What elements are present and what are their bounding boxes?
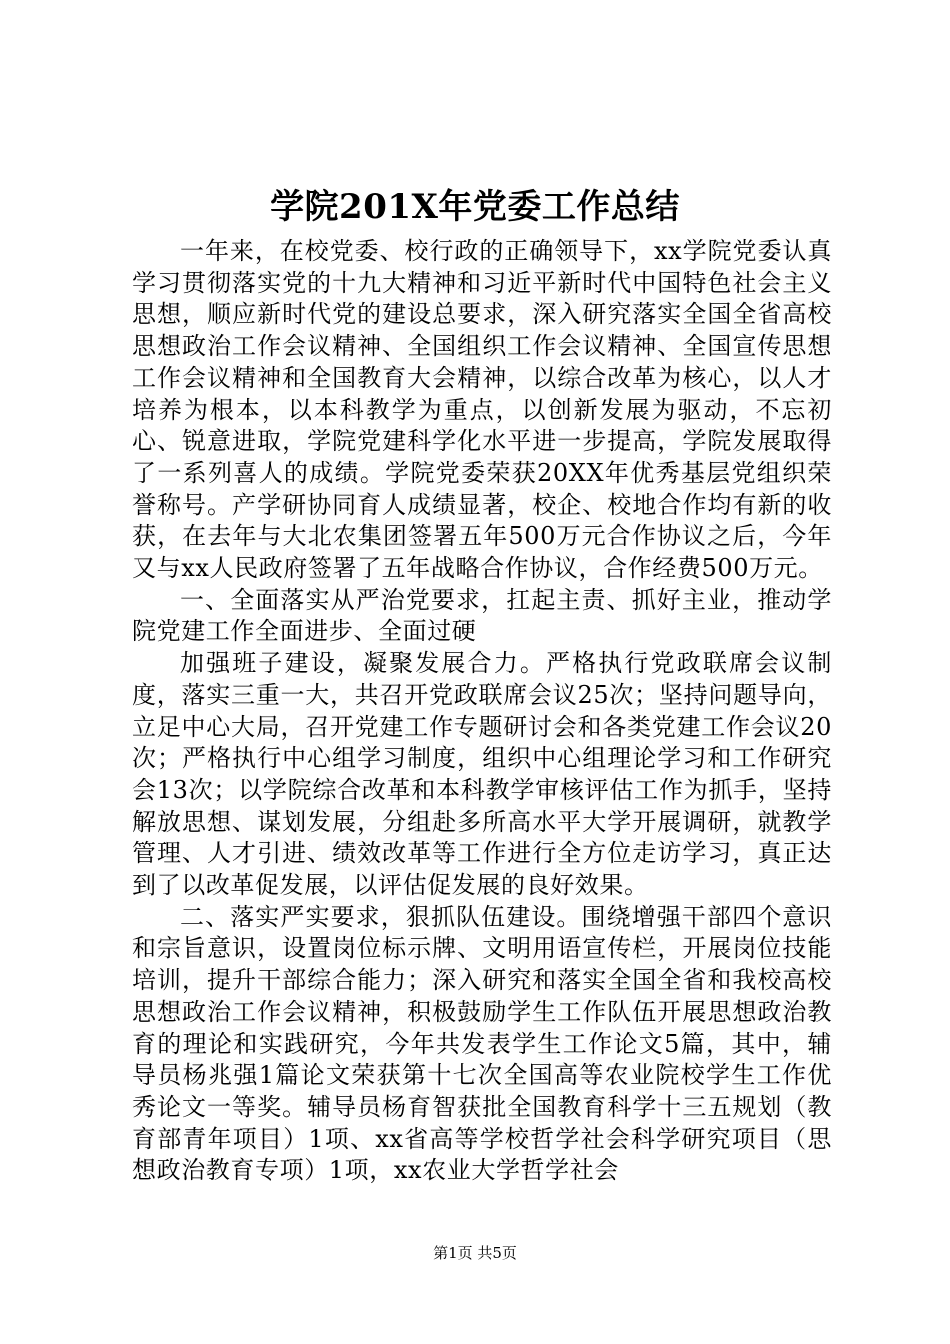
paragraph-section-two: 二、落实严实要求，狠抓队伍建设。围绕增强干部四个意识和宗旨意识，设置岗位标示牌、文明用语宣传栏，开展岗位技能培训，提升干部综合能力；深入研究和落实全国全省和我校高校思想政治工作会议精神，积极鼓励学生工作队伍开展思想政治教育的理论和实践研究，今年共发表学生工作论文5篇，其中，辅导员杨兆强1篇论文荣获第十七次全国高等农业院校学生工作优秀论文一等奖。辅导员杨育智获批全国教育科学十三五规划（教育部青年项目）1项、xx省高等学校哲学社会科学研究项目（思想政治教育专项）1项，xx农业大学哲学社会 bbox=[132, 902, 832, 1185]
document-body bbox=[132, 236, 832, 1187]
paragraph-intro: 一年来，在校党委、校行政的正确领导下，xx学院党委认真学习贯彻落实党的十九大精神和习近平新时代中国特色社会主义思想，顺应新时代党的建设总要求，深入研究落实全国全省高校思想政治工作会议精神、全国组织工作会议精神、全国宣传思想工作会议精神和全国教育大会精神，以综合改革为核心，以人才培养为根本，以本科教学为重点，以创新发展为驱动，不忘初心、锐意进取，学院党建科学化水平进一步提高，学院发展取得了一系列喜人的成绩。学院党委荣获20XX年优秀基层党组织荣誉称号。产学研协同育人成绩显著，校企、校地合作均有新的收获，在去年与大北农集团签署五年500万元合作协议之后，今年又与xx人民政府签署了五年战略合作协议，合作经费500万元。 bbox=[132, 237, 832, 583]
page-number-footer: 第1页 共5页 bbox=[433, 1244, 517, 1262]
paragraph-section-one-heading: 一、全面落实从严治党要求，扛起主责、抓好主业，推动学院党建工作全面进步、全面过硬 bbox=[132, 585, 832, 646]
paragraph-team-building: 加强班子建设，凝聚发展合力。严格执行党政联席会议制度，落实三重一大，共召开党政联席会议25次；坚持问题导向，立足中心大局，召开党建工作专题研讨会和各类党建工作会议20次；严格执行中心组学习制度，组织中心组理论学习和工作研究会13次；以学院综合改革和本科教学审核评估工作为抓手，坚持解放思想、谋划发展，分组赴多所高水平大学开展调研，就教学管理、人才引进、绩效改革等工作进行全方位走访学习，真正达到了以改革促发展，以评估促发展的良好效果。 bbox=[132, 649, 832, 900]
document-title: 学院201X年党委工作总结 bbox=[270, 187, 680, 227]
